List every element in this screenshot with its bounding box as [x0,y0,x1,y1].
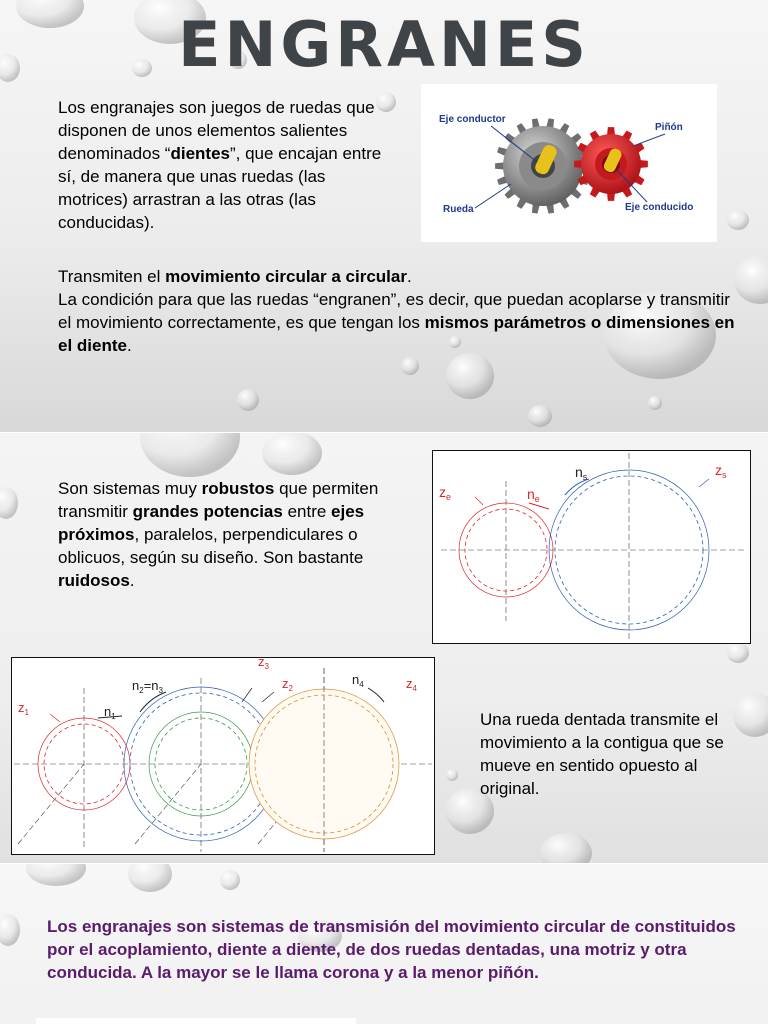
rotation-arrow [140,692,166,712]
four-wheel-diagram [11,657,435,855]
rotation-arrow [368,688,384,702]
water-drop [237,389,259,411]
leader-line [475,497,483,505]
water-drop [727,643,749,663]
water-drop [401,357,419,375]
leader-line [699,479,709,487]
gear-photo-illustration [421,84,717,242]
bottom-strip [36,1018,356,1024]
slide-engranes-summary [0,864,768,1024]
water-drop [262,433,322,475]
rueda-label: Rueda [443,204,474,215]
ze-label: $z_e$ [439,484,452,502]
water-drop [0,914,20,946]
n2-n3-label: $n_2=n_3$ [132,678,163,695]
z4-label: $z_4$ [406,676,417,693]
axis-line [18,764,84,844]
pinon-label: Piñón [655,122,683,133]
robust-paragraph: Son sistemas muy robustos que permiten transmitir grandes potencias entre ejes próximos, paralelos, perpendiculares o oblicuos, según su diseño. Son bastante ruidosos. [58,479,379,590]
n1-label: $n_1$ [104,704,116,721]
water-drop [540,833,592,863]
two-wheel-diagram [432,450,751,644]
water-drop [648,396,662,410]
z2-label: $z_2$ [282,676,293,693]
intro-paragraph: Los engranajes son juegos de ruedas que disponen de unos elementos salientes denominados “dientes”, que encajan entre sí, de manera que unas ruedas (las motrices) arrastran a las otras (las conducidas). [58,98,382,232]
contigua-paragraph: Una rueda dentada transmite el movimiento a la contigua que se mueve en sentido opuesto al original. [480,710,724,798]
water-drop [0,487,18,519]
pointer-line [633,134,665,146]
leader-line [262,692,274,702]
z1-label: $z_1$ [18,700,29,717]
water-drop [220,870,240,890]
water-drop [734,256,768,304]
leader-line [50,714,60,722]
summary-paragraph: Los engranajes son sistemas de transmisión del movimiento circular de constituidos por el acoplamiento, diente a diente, de dos ruedas dentadas, una motriz y otra conducida. A la mayor se le llama corona y a la menor piñón. [47,917,736,982]
water-drop [727,210,749,230]
water-drop [528,405,552,427]
slide-engranes-intro [0,0,768,432]
water-drop [446,769,458,781]
two-wheel-diagram-svg [433,451,750,643]
ns-label: $n_s$ [575,464,588,482]
four-wheel-diagram-svg [12,658,434,854]
page-title: ENGRANES [178,8,590,81]
water-drop [446,353,494,399]
gear-pair-icon [421,84,717,242]
pointer-line [475,184,511,208]
eje-conductor-label: Eje conductor [439,114,506,125]
water-drop [140,433,240,477]
pinon-gear-icon [574,127,648,201]
water-drop [26,864,86,886]
water-drop [128,864,172,892]
z3-label: $z_3$ [258,658,269,671]
eje-conducido-label: Eje conducido [625,202,694,213]
leader-line [242,688,252,702]
zs-label: $z_s$ [715,462,727,480]
n4-label: $n_4$ [352,672,364,689]
transmission-paragraph: Transmiten el movimiento circular a circular. La condición para que las ruedas “engranen”, es decir, que puedan acoplarse y transmitir el movimiento correctamente, es que tengan los mismos parámetros o dimensiones en el diente. [58,267,735,355]
ne-label: $n_e$ [527,486,540,504]
